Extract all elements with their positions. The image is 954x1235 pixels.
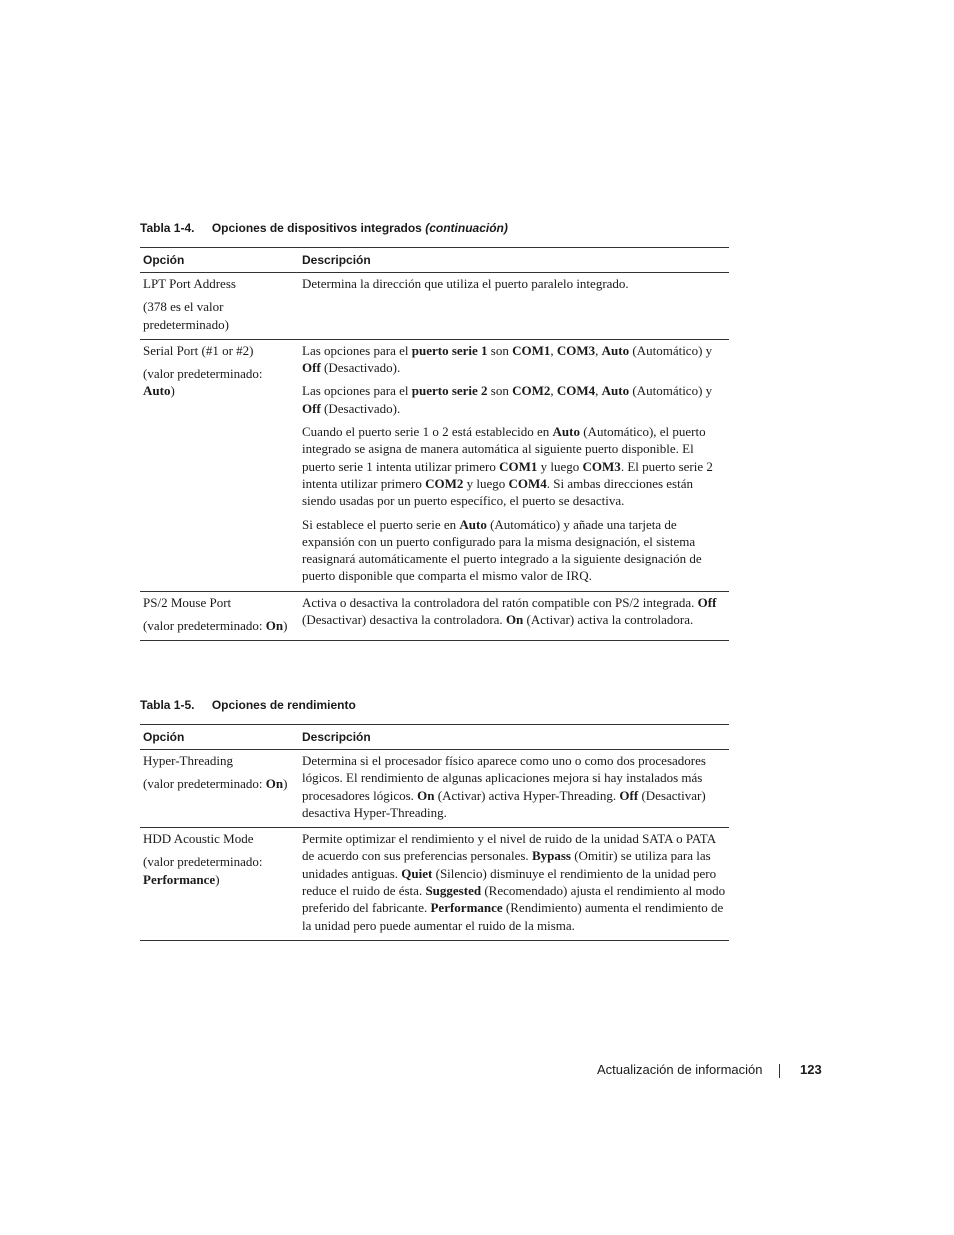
table-4-caption <box>140 221 508 235</box>
option-cell <box>140 750 299 828</box>
option-default: (valor predeterminado: On) <box>143 618 288 634</box>
description-cell <box>299 750 729 828</box>
column-header-description: Descripción <box>299 725 729 750</box>
footer-separator <box>779 1064 780 1078</box>
option-default: (valor predeterminado: Performance) <box>143 854 263 887</box>
option-cell <box>140 273 299 340</box>
option-name: Serial Port (#1 or #2) <box>143 342 254 358</box>
description-text: Determina la dirección que utiliza el puerto paralelo integrado. <box>302 276 629 291</box>
table-4-title: Opciones de dispositivos integrados <box>211 221 422 235</box>
option-name: Hyper-Threading <box>143 753 233 768</box>
table-4-number: Tabla 1-4. <box>140 221 195 235</box>
table-5-caption <box>140 698 356 712</box>
option-cell <box>140 828 299 941</box>
description-text: Las opciones para el puerto serie 1 son COM1, COM3, Auto (Automático) y Off (Desactivado). <box>302 342 713 376</box>
description-cell <box>299 828 729 941</box>
option-default: (378 es el valor predeterminado) <box>143 299 229 332</box>
table-4-continuation: (continuación) <box>425 221 508 235</box>
table-row <box>140 750 729 828</box>
description-cell <box>299 339 729 591</box>
description-text: Determina si el procesador físico aparece como uno o como dos procesadores lógicos. El rendimiento de algunas aplicaciones mejora si hay instalados más procesadores lógicos. On (Activar) activa Hyper-Threading. Off (Desactivar) desactiva Hyper-Threading. <box>302 753 706 820</box>
column-header-description: Descripción <box>299 248 729 273</box>
description-text: Las opciones para el puerto serie 2 son COM2, COM4, Auto (Automático) y Off (Desactivado). <box>302 383 713 416</box>
description-text: Cuando el puerto serie 1 o 2 está establecido en Auto (Automático), el puerto integrado se asigna de manera automática al siguiente puerto disponible. El puerto serie 1 intenta utilizar primero COM1 y luego COM3. El puerto serie 2 intenta utilizar primero COM2 y luego COM4. Si ambas direcciones están siendo usadas por un puerto específico, el puerto se desactiva. <box>302 424 713 509</box>
page-number: 123 <box>800 1062 822 1077</box>
option-name: PS/2 Mouse Port <box>143 594 232 610</box>
table-header-row <box>140 725 729 750</box>
table-row <box>140 273 729 340</box>
option-cell <box>140 339 299 591</box>
description-text: Si establece el puerto serie en Auto (Automático) y añade una tarjeta de expansión con un puerto configurado para la misma designación, el sistema reasignará automáticamente el puerto integrado a la siguiente designación de puerto disponible que comparta el mismo valor de IRQ. <box>302 516 702 584</box>
option-name: LPT Port Address <box>143 276 236 291</box>
description-cell <box>299 273 729 340</box>
table-header-row <box>140 248 729 273</box>
description-cell <box>299 591 729 641</box>
table-5-number: Tabla 1-5. <box>140 698 195 712</box>
column-header-option: Opción <box>140 725 299 750</box>
option-default: (valor predeterminado: On) <box>143 776 288 792</box>
column-header-option: Opción <box>140 248 299 273</box>
description-text: Activa o desactiva la controladora del ratón compatible con PS/2 integrada. Off (Desactivar) desactiva la controladora. On (Activar) activa la controladora. <box>302 594 717 628</box>
integrated-devices-table <box>140 247 729 641</box>
option-default: (valor predeterminado: Auto) <box>143 366 263 399</box>
option-name: HDD Acoustic Mode <box>143 831 254 847</box>
table-row <box>140 828 729 941</box>
description-text: Permite optimizar el rendimiento y el nivel de ruido de la unidad SATA o PATA de acuerdo con sus preferencias personales. Bypass (Omitir) se utiliza para las unidades antiguas. Quiet (Silencio) disminuye el rendimiento de la unidad pero reduce el ruido de ésta. Suggested (Recomendado) ajusta el rendimiento al modo preferido del fabricante. Performance (Rendimiento) aumenta el rendimiento de la unidad pero puede aumentar el ruido de la misma. <box>302 831 726 933</box>
table-row <box>140 339 729 591</box>
footer-section-title: Actualización de información <box>597 1062 763 1077</box>
performance-options-table <box>140 724 729 941</box>
option-cell <box>140 591 299 641</box>
table-row <box>140 591 729 641</box>
table-5-title: Opciones de rendimiento <box>211 698 356 712</box>
